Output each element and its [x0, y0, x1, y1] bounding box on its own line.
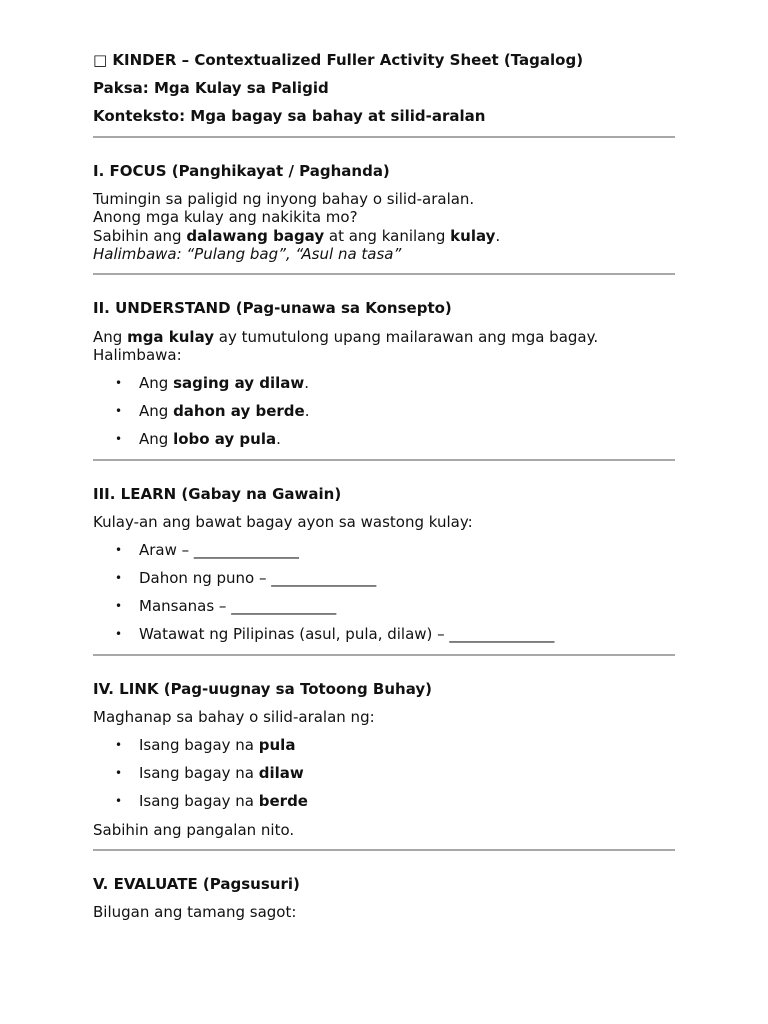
topic-line: Paksa: Mga Kulay sa Paligid [93, 79, 329, 97]
divider [93, 849, 675, 851]
link-outro: Sabihin ang pangalan nito. [93, 821, 295, 839]
divider [93, 459, 675, 461]
list-item: Araw – ______________ [139, 541, 299, 559]
list-item-text: . [304, 374, 310, 392]
link-intro: Maghanap sa bahay o silid-aralan ng: [93, 708, 375, 726]
understand-intro-2: Halimbawa: [93, 346, 182, 364]
list-item-bold: saging ay dilaw [173, 374, 305, 392]
title-icon: □ [93, 51, 108, 69]
focus-text-2: Anong mga kulay ang nakikita mo? [93, 208, 358, 226]
list-item-text: . [304, 402, 310, 420]
list-item-bold: dahon ay berde [173, 402, 305, 420]
bullet-icon: • [115, 599, 123, 613]
bullet-icon: • [115, 376, 123, 390]
link-heading: IV. LINK (Pag-uugnay sa Totoong Buhay) [93, 680, 433, 698]
list-item-bold: lobo ay pula [173, 430, 277, 448]
list-item [139, 402, 309, 420]
bullet-icon: • [115, 794, 123, 808]
list-item-bold: berde [258, 792, 308, 810]
list-item-text: Ang [139, 430, 174, 448]
bullet-icon: • [115, 766, 123, 780]
title-text: KINDER – Contextualized Fuller Activity Sheet (Tagalog) [112, 51, 584, 69]
bullet-icon: • [115, 627, 123, 641]
focus-text-3 [93, 227, 500, 245]
list-item-text: . [276, 430, 281, 448]
list-item-text: Isang bagay na [139, 736, 259, 754]
divider [93, 273, 675, 275]
list-item-text: Ang [139, 374, 174, 392]
focus-example: Halimbawa: “Pulang bag”, “Asul na tasa” [93, 245, 402, 263]
understand-heading: II. UNDERSTAND (Pag-unawa sa Konsepto) [93, 299, 452, 317]
focus-heading: I. FOCUS (Panghikayat / Paghanda) [93, 162, 390, 180]
bullet-icon: • [115, 432, 123, 446]
learn-heading: III. LEARN (Gabay na Gawain) [93, 485, 342, 503]
list-item-text: Isang bagay na [139, 792, 259, 810]
list-item [139, 792, 308, 810]
understand-intro-pre: Ang [93, 328, 128, 346]
focus-text-3-post: . [495, 227, 501, 245]
bullet-icon: • [115, 404, 123, 418]
evaluate-heading: V. EVALUATE (Pagsusuri) [93, 875, 300, 893]
bullet-icon: • [115, 571, 123, 585]
learn-intro: Kulay-an ang bawat bagay ayon sa wastong kulay: [93, 513, 473, 531]
evaluate-intro: Bilugan ang tamang sagot: [93, 903, 297, 921]
bullet-icon: • [115, 543, 123, 557]
bullet-icon: • [115, 738, 123, 752]
divider [93, 654, 675, 656]
list-item: Dahon ng puno – ______________ [139, 569, 377, 587]
list-item-bold: pula [258, 736, 296, 754]
list-item [139, 764, 304, 782]
list-item-text: Isang bagay na [139, 764, 259, 782]
list-item-bold: dilaw [258, 764, 304, 782]
list-item-text: Ang [139, 402, 174, 420]
focus-text-3-bold-2: kulay [450, 227, 496, 245]
list-item [139, 374, 309, 392]
list-item: Watawat ng Pilipinas (asul, pula, dilaw) – ______________ [139, 625, 555, 643]
understand-intro-post: ay tumutulong upang mailarawan ang mga bagay. [214, 328, 599, 346]
focus-text-3-bold-1: dalawang bagay [186, 227, 325, 245]
understand-intro [93, 328, 598, 346]
understand-intro-bold: mga kulay [127, 328, 215, 346]
focus-text-3-pre: Sabihin ang [93, 227, 187, 245]
divider [93, 136, 675, 138]
list-item [139, 736, 295, 754]
sheet-title [93, 51, 583, 69]
context-line: Konteksto: Mga bagay sa bahay at silid-aralan [93, 107, 486, 125]
focus-text-1: Tumingin sa paligid ng inyong bahay o silid-aralan. [93, 190, 475, 208]
list-item: Mansanas – ______________ [139, 597, 337, 615]
list-item [139, 430, 281, 448]
focus-text-3-mid: at ang kanilang [324, 227, 451, 245]
